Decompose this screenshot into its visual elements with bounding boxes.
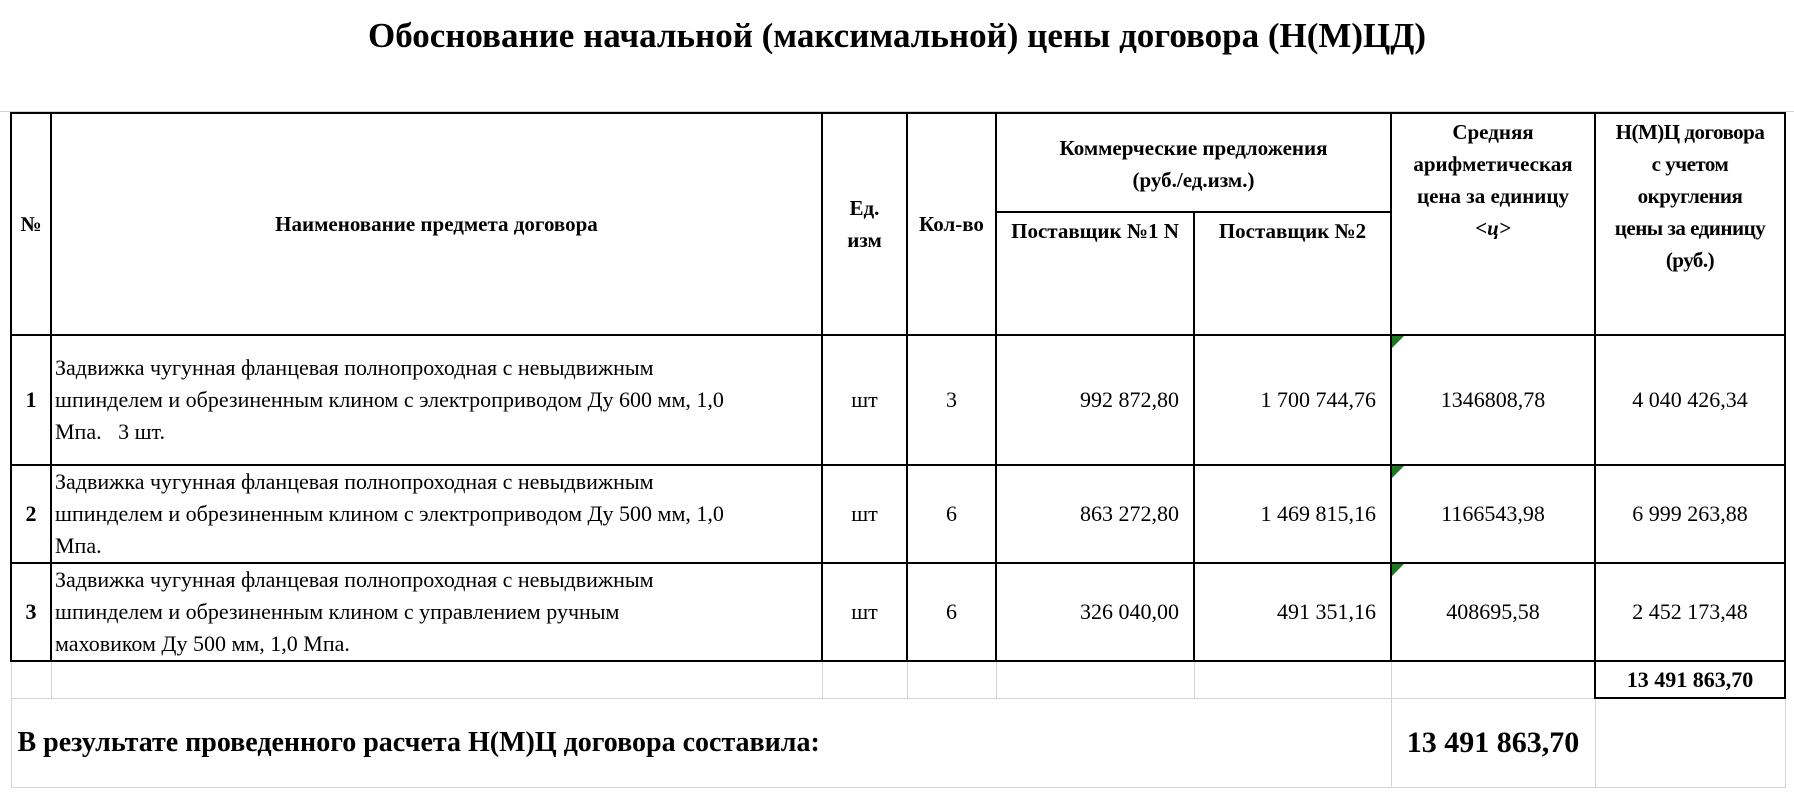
header-supplier2: Поставщик №2 [1194, 212, 1391, 335]
header-name: Наименование предмета договора [51, 113, 822, 335]
row-unit: шт [822, 563, 907, 661]
row-qty: 6 [907, 563, 996, 661]
header-unit-line2: изм [847, 228, 882, 252]
row-name-line3: Мпа. 3 шт. [55, 419, 165, 444]
row-supplier2: 1 469 815,16 [1194, 465, 1391, 563]
row-name-line1: Задвижка чугунная фланцевая полнопроходная с невыдвижным [55, 469, 654, 494]
header-nmc-line2: с учетом [1651, 152, 1729, 176]
price-justification-table [10, 112, 1786, 788]
header-nmc-line4: цены за единицу [1614, 216, 1766, 240]
row-supplier2: 491 351,16 [1194, 563, 1391, 661]
row-name [51, 563, 822, 661]
title-row [0, 0, 1794, 112]
header-offers-line1: Коммерческие предложения [1059, 136, 1328, 160]
empty-cell [822, 661, 907, 698]
result-label: В результате проведенного расчета Н(М)Ц договора составила: [11, 698, 1391, 787]
row-nmc: 6 999 263,88 [1595, 465, 1785, 563]
table-row [11, 563, 1785, 661]
row-average: 1166543,98 [1391, 465, 1595, 563]
row-supplier1: 326 040,00 [996, 563, 1194, 661]
row-name [51, 465, 822, 563]
header-nmc-line5: (руб.) [1665, 248, 1715, 272]
empty-cell [996, 661, 1194, 698]
header-avg-line2: арифметическая [1413, 152, 1573, 176]
empty-cell [51, 661, 822, 698]
row-name [51, 335, 822, 465]
row-unit: шт [822, 465, 907, 563]
total-row [11, 661, 1785, 698]
header-nmc-line1: Н(М)Ц договора [1615, 120, 1765, 144]
row-qty: 6 [907, 465, 996, 563]
header-offers [996, 113, 1391, 212]
header-nmc-line3: округления [1637, 184, 1743, 208]
total-value: 13 491 863,70 [1595, 661, 1785, 698]
document-title: Обоснование начальной (максимальной) цены договора (Н(М)ЦД) [367, 16, 1427, 55]
row-supplier1: 992 872,80 [996, 335, 1194, 465]
header-num: № [11, 113, 51, 335]
row-num: 3 [11, 563, 51, 661]
result-row [11, 698, 1785, 787]
row-name-line3: маховиком Ду 500 мм, 1,0 Мпа. [55, 631, 350, 656]
header-avg-line1: Средняя [1452, 120, 1534, 144]
header-average [1391, 113, 1595, 335]
empty-cell [907, 661, 996, 698]
row-supplier2: 1 700 744,76 [1194, 335, 1391, 465]
result-value: 13 491 863,70 [1391, 698, 1595, 787]
header-qty: Кол-во [907, 113, 996, 335]
header-unit-line1: Ед. [849, 196, 880, 220]
row-name-line1: Задвижка чугунная фланцевая полнопроходная с невыдвижным [55, 355, 654, 380]
row-nmc: 4 040 426,34 [1595, 335, 1785, 465]
row-name-line2: шпинделем и обрезиненным клином с электроприводом Ду 600 мм, 1,0 [55, 387, 724, 412]
row-name-line2: шпинделем и обрезиненным клином с электроприводом Ду 500 мм, 1,0 [55, 501, 724, 526]
header-unit [822, 113, 907, 335]
row-nmc: 2 452 173,48 [1595, 563, 1785, 661]
row-num: 2 [11, 465, 51, 563]
empty-cell [1194, 661, 1391, 698]
header-nmc [1595, 113, 1785, 335]
header-offers-line2: (руб./ед.изм.) [1132, 168, 1255, 192]
table-row [11, 335, 1785, 465]
row-unit: шт [822, 335, 907, 465]
empty-cell [1595, 698, 1785, 787]
empty-cell [11, 661, 51, 698]
empty-cell [1391, 661, 1595, 698]
row-average: 408695,58 [1391, 563, 1595, 661]
row-num: 1 [11, 335, 51, 465]
table-row [11, 465, 1785, 563]
row-qty: 3 [907, 335, 996, 465]
row-average: 1346808,78 [1391, 335, 1595, 465]
header-avg-line4: <ц> [1475, 216, 1511, 240]
row-name-line3: Мпа. [55, 533, 102, 558]
row-name-line1: Задвижка чугунная фланцевая полнопроходная с невыдвижным [55, 567, 654, 592]
row-supplier1: 863 272,80 [996, 465, 1194, 563]
header-supplier1: Поставщик №1 N [996, 212, 1194, 335]
row-name-line2: шпинделем и обрезиненным клином с управлением ручным [55, 599, 620, 624]
header-row-1 [11, 113, 1785, 212]
header-avg-line3: цена за единицу [1416, 184, 1570, 208]
